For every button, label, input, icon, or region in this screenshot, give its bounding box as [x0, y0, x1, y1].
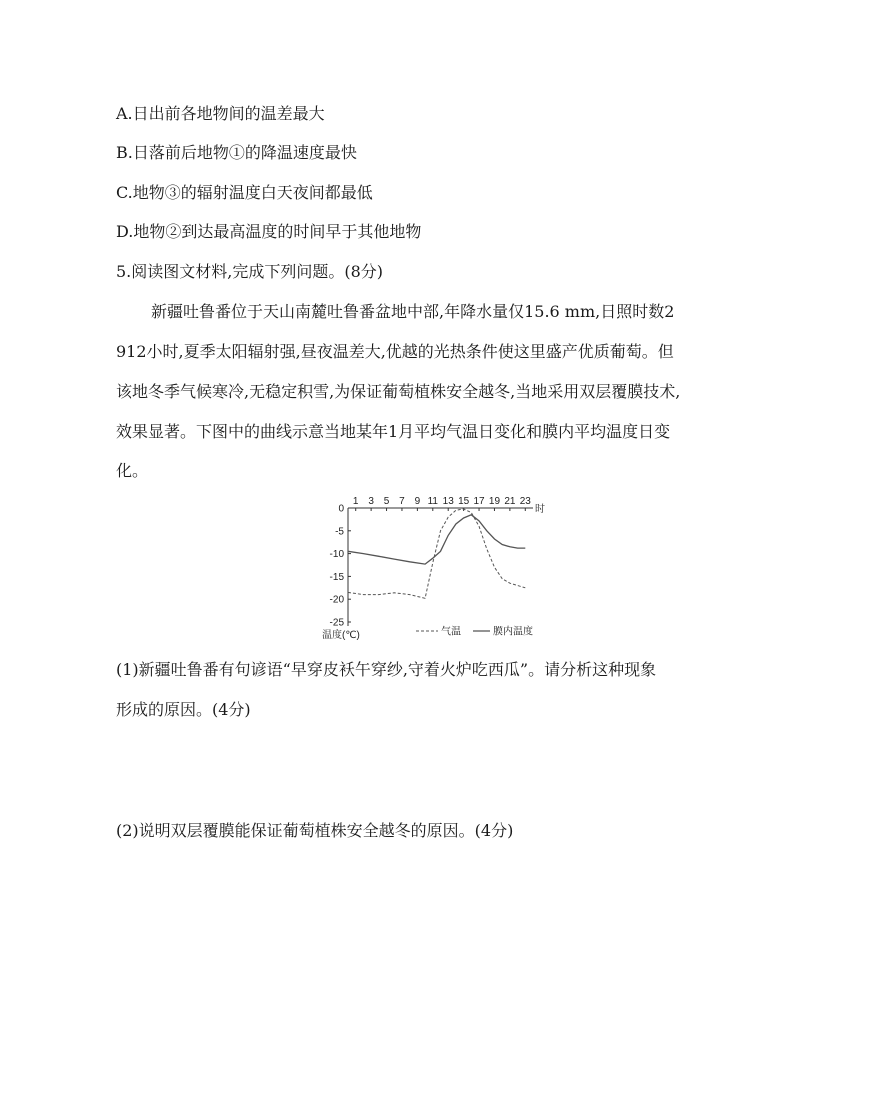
x-tick-label: 9: [414, 496, 421, 507]
material-line-1: 新疆吐鲁番位于天山南麓吐鲁番盆地中部,年降水量仅15.6 mm,日照时数2: [151, 302, 675, 321]
y-tick-label: -10: [329, 549, 344, 561]
question5-heading: 5.阅读图文材料,完成下列问题。(8分): [116, 262, 384, 281]
y-tick-label: -20: [329, 594, 344, 606]
temperature-chart: [320, 492, 560, 642]
x-tick-label: 13: [442, 496, 454, 507]
x-unit-label: 时: [535, 504, 545, 515]
x-tick-label: 11: [427, 496, 438, 507]
x-tick-label: 15: [458, 496, 470, 507]
material-line-5: 化。: [116, 461, 149, 480]
x-tick-label: 1: [352, 496, 359, 507]
x-tick-label: 3: [368, 496, 374, 507]
x-tick-label: 23: [519, 496, 531, 507]
x-tick-label: 17: [473, 496, 485, 507]
air-temperature-line: [348, 509, 525, 598]
option-d: D.地物②到达最高温度的时间早于其他地物: [116, 222, 422, 241]
x-tick-label: 7: [399, 496, 405, 507]
material-line-3: 该地冬季气候寒冷,无稳定积雪,为保证葡萄植株安全越冬,当地采用双层覆膜技术,: [116, 382, 681, 401]
material-line-2: 912小时,夏季太阳辐射强,昼夜温差大,优越的光热条件使这里盛产优质葡萄。但: [116, 342, 674, 361]
sub-question-1-line-2: 形成的原因。(4分): [116, 700, 251, 719]
temperature-chart-svg: [320, 492, 560, 642]
y-axis-label: 温度(℃): [322, 630, 360, 641]
option-b: B.日落前后地物①的降温速度最快: [116, 143, 357, 162]
sub-question-1-line-1: (1)新疆吐鲁番有句谚语“早穿皮袄午穿纱,守着火炉吃西瓜”。请分析这种现象: [116, 660, 657, 679]
option-a: A.日出前各地物间的温差最大: [116, 104, 325, 123]
material-line-4: 效果显著。下图中的曲线示意当地某年1月平均气温日变化和膜内平均温度日变: [116, 422, 671, 441]
sub-question-2: (2)说明双层覆膜能保证葡萄植株安全越冬的原因。(4分): [116, 821, 514, 840]
option-c: C.地物③的辐射温度白天夜间都最低: [116, 183, 373, 202]
x-tick-label: 5: [383, 496, 390, 507]
y-tick-label: -25: [329, 617, 344, 629]
y-tick-label: -15: [329, 571, 344, 583]
film-temperature-line: [348, 515, 525, 564]
x-tick-label: 19: [488, 496, 501, 507]
legend-film-label: 膜内温度: [493, 626, 533, 638]
legend-air-label: 气温: [441, 626, 461, 638]
y-tick-label: -5: [335, 526, 344, 538]
y-tick-label: 0: [338, 503, 344, 515]
x-tick-label: 21: [504, 496, 516, 507]
